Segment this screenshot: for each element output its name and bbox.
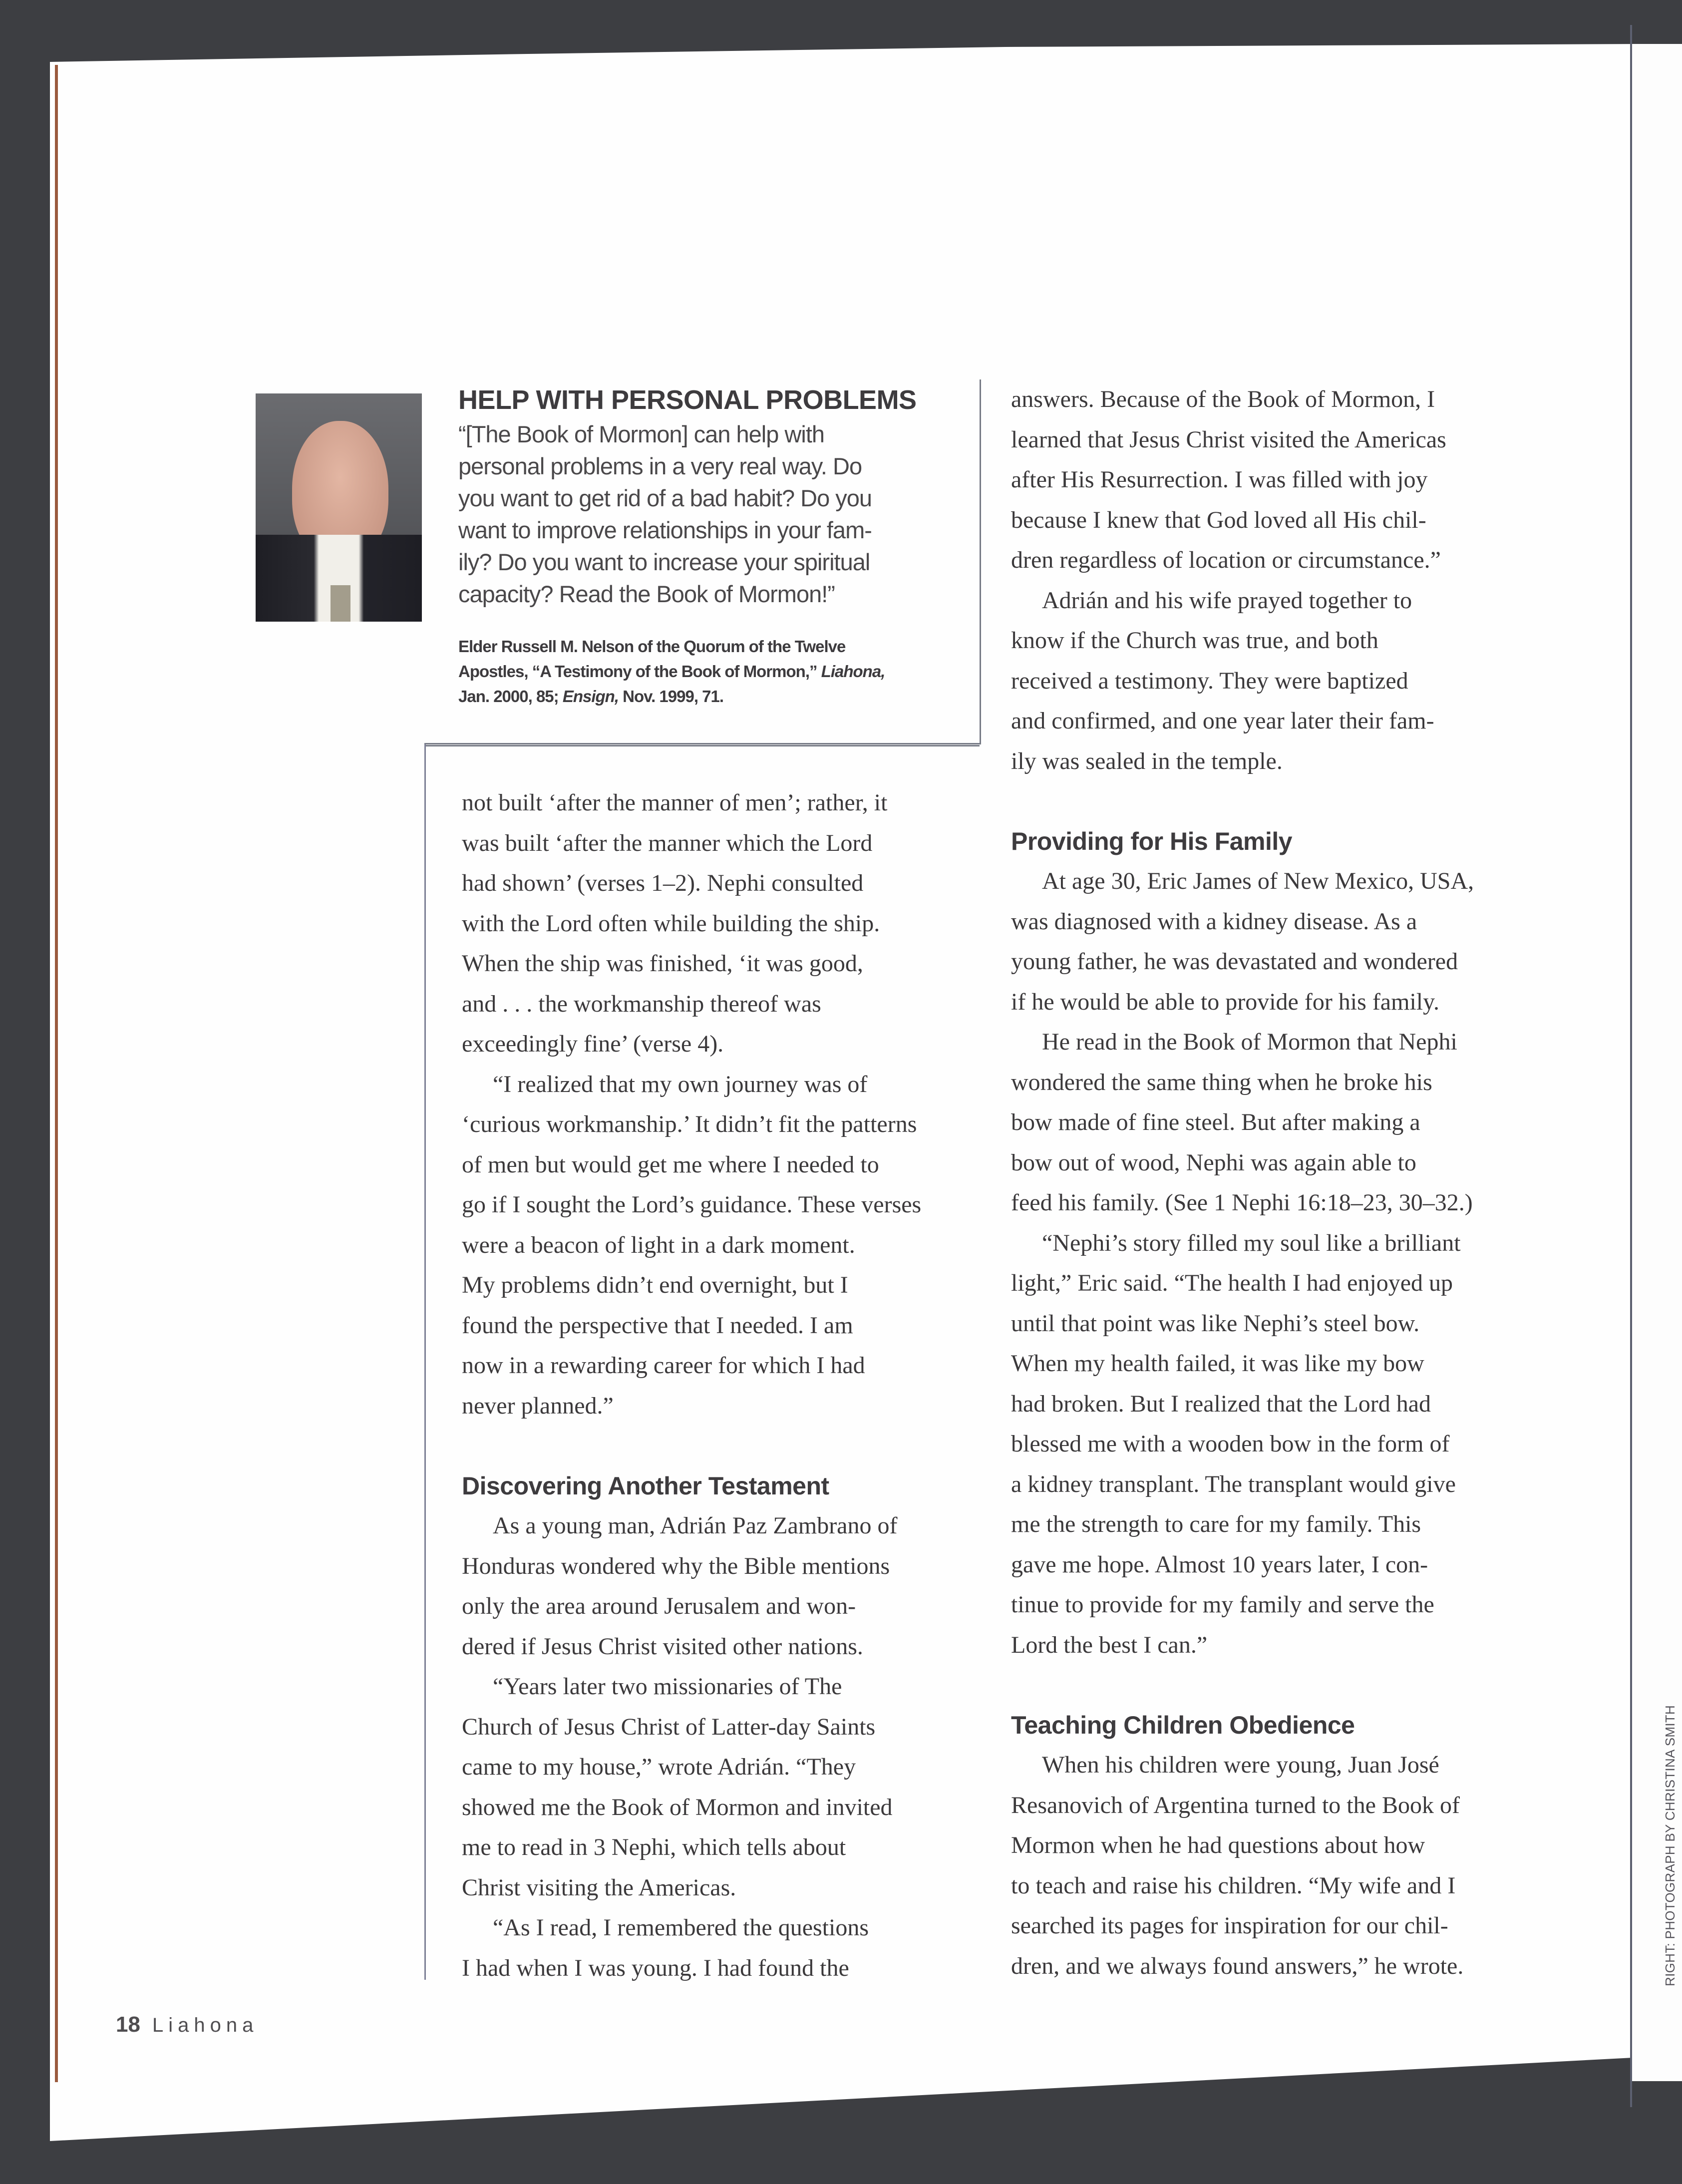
page-number: 18 [116, 2012, 140, 2037]
section-body [462, 1506, 981, 1988]
text-line: Mormon when he had questions about how [1011, 1832, 1425, 1858]
text-line: Church of Jesus Christ of Latter-day Saints [462, 1713, 876, 1740]
text-line: were a beacon of light in a dark moment. [462, 1231, 855, 1258]
credit-text: Apostles, “A Testimony of the Book of Mormon,” [458, 662, 821, 681]
text-line: “Nephi’s story filled my soul like a brilliant [1042, 1229, 1461, 1256]
section-heading: Discovering Another Testament [462, 1472, 829, 1500]
text-line: Adrián and his wife prayed together to [1042, 587, 1412, 614]
credit-text: Jan. 2000, 85; [458, 687, 563, 706]
section-heading: Providing for His Family [1011, 827, 1293, 855]
photo-credit: RIGHT: PHOTOGRAPH BY CHRISTINA SMITH [1663, 1705, 1678, 1986]
section-heading: Teaching Children Obedience [1011, 1711, 1355, 1739]
text-line: tinue to provide for my family and serve the [1011, 1591, 1434, 1618]
quote-line: want to improve relationships in your fam- [458, 517, 872, 543]
text-line: to teach and raise his children. “My wife and I [1011, 1872, 1456, 1899]
text-line: “As I read, I remembered the questions [493, 1914, 869, 1941]
text-line: dren regardless of location or circumstance.” [1011, 547, 1441, 573]
sidebar-credit [458, 634, 968, 709]
text-line: Lord the best I can.” [1011, 1631, 1208, 1658]
text-line: When my health failed, it was like my bow [1011, 1350, 1424, 1377]
text-line: me the strength to care for my family. This [1011, 1511, 1421, 1537]
text-line: only the area around Jerusalem and won- [462, 1593, 856, 1619]
text-line: dered if Jesus Christ visited other nations. [462, 1633, 863, 1660]
text-line: after His Resurrection. I was filled with joy [1011, 466, 1428, 493]
text-line: and . . . the workmanship thereof was [462, 990, 821, 1017]
text-line: searched its pages for inspiration for our chil- [1011, 1912, 1448, 1939]
text-line: found the perspective that I needed. I am [462, 1312, 853, 1339]
section-spacer [1011, 781, 1550, 821]
text-line: if he would be able to provide for his family. [1011, 988, 1439, 1015]
text-line: learned that Jesus Christ visited the Americas [1011, 426, 1446, 453]
text-line: received a testimony. They were baptized [1011, 667, 1408, 694]
credit-line: Elder Russell M. Nelson of the Quorum of the Twelve [458, 637, 846, 656]
text-line: was built ‘after the manner which the Lord [462, 829, 873, 856]
text-line: and confirmed, and one year later their fam- [1011, 708, 1434, 734]
portrait-tie [331, 585, 350, 622]
sidebar-quote [458, 418, 968, 610]
text-line: not built ‘after the manner of men’; rather, it [462, 789, 888, 816]
section-body [1011, 861, 1550, 1665]
text-line: dren, and we always found answers,” he wrote. [1011, 1952, 1464, 1979]
sidebar-title: HELP WITH PERSONAL PROBLEMS [458, 385, 917, 415]
section-spacer [1011, 1665, 1550, 1705]
text-line: When his children were young, Juan José [1042, 1752, 1439, 1778]
middle-column-body [462, 783, 981, 1426]
text-line: I had when I was young. I had found the [462, 1954, 849, 1981]
text-line: go if I sought the Lord’s guidance. These verses [462, 1191, 922, 1218]
sidebar-frame-bottom-rule [424, 745, 980, 746]
text-line: feed his family. (See 1 Nephi 16:18–23, 30–32.) [1011, 1189, 1473, 1216]
text-line: Honduras wondered why the Bible mentions [462, 1552, 890, 1579]
text-line: light,” Eric said. “The health I had enjoyed up [1011, 1270, 1453, 1296]
credit-line [458, 684, 968, 709]
page-folio [116, 2012, 258, 2037]
credit-publication: Ensign, [562, 687, 619, 706]
text-line: young father, he was devastated and wondered [1011, 948, 1458, 975]
text-line: had shown’ (verses 1–2). Nephi consulted [462, 870, 864, 896]
section-spacer [462, 1426, 981, 1466]
magazine-name: Liahona [152, 2014, 259, 2036]
page-edge-accent [55, 65, 58, 2082]
column-rule [424, 744, 426, 1980]
text-line: never planned.” [462, 1392, 614, 1419]
quote-line: you want to get rid of a bad habit? Do you [458, 485, 872, 511]
text-line: a kidney transplant. The transplant would give [1011, 1470, 1456, 1497]
text-line: me to read in 3 Nephi, which tells about [462, 1834, 846, 1860]
text-line: was diagnosed with a kidney disease. As a [1011, 908, 1417, 935]
text-line: showed me the Book of Mormon and invited [462, 1794, 893, 1820]
quote-line: “[The Book of Mormon] can help with [458, 421, 825, 447]
middle-column [462, 783, 981, 1988]
portrait-photo [256, 393, 422, 622]
text-line: As a young man, Adrián Paz Zambrano of [493, 1512, 898, 1539]
text-line: had broken. But I realized that the Lord had [1011, 1390, 1431, 1417]
text-line: When the ship was finished, ‘it was good, [462, 950, 863, 977]
credit-text: Nov. 1999, 71. [619, 687, 724, 706]
section-body [1011, 1745, 1550, 1986]
text-line: exceedingly fine’ (verse 4). [462, 1031, 724, 1057]
quote-line: ily? Do you want to increase your spiritual [458, 549, 870, 575]
text-line: “I realized that my own journey was of [493, 1071, 868, 1097]
text-line: know if the Church was true, and both [1011, 627, 1378, 654]
text-line: now in a rewarding career for which I had [462, 1352, 865, 1379]
text-line: because I knew that God loved all His chil- [1011, 506, 1426, 533]
credit-line [458, 659, 968, 684]
text-line: until that point was like Nephi’s steel bow. [1011, 1310, 1420, 1337]
gutter-line [1630, 25, 1632, 2107]
text-line: answers. Because of the Book of Mormon, I [1011, 386, 1435, 412]
text-line: wondered the same thing when he broke his [1011, 1069, 1432, 1095]
text-line: bow out of wood, Nephi was again able to [1011, 1149, 1416, 1176]
text-line: At age 30, Eric James of New Mexico, USA, [1042, 868, 1474, 894]
text-line: ‘curious workmanship.’ It didn’t fit the patterns [462, 1111, 917, 1137]
text-line: of men but would get me where I needed to [462, 1151, 879, 1178]
quote-line: capacity? Read the Book of Mormon!” [458, 581, 835, 607]
right-column [1011, 379, 1550, 1986]
text-line: with the Lord often while building the ship. [462, 910, 880, 937]
credit-publication: Liahona, [821, 662, 885, 681]
text-line: gave me hope. Almost 10 years later, I con- [1011, 1551, 1428, 1578]
text-line: He read in the Book of Mormon that Nephi [1042, 1029, 1457, 1055]
text-line: Christ visiting the Americas. [462, 1874, 736, 1901]
quote-line: personal problems in a very real way. Do [458, 453, 862, 479]
text-line: bow made of fine steel. But after making a [1011, 1109, 1420, 1135]
text-line: came to my house,” wrote Adrián. “They [462, 1754, 856, 1780]
text-line: Resanovich of Argentina turned to the Book of [1011, 1792, 1460, 1819]
text-line: My problems didn’t end overnight, but I [462, 1272, 848, 1298]
right-column-body [1011, 379, 1550, 781]
text-line: blessed me with a wooden bow in the form of [1011, 1431, 1450, 1457]
text-line: ily was sealed in the temple. [1011, 747, 1283, 774]
text-line: “Years later two missionaries of The [493, 1673, 842, 1700]
